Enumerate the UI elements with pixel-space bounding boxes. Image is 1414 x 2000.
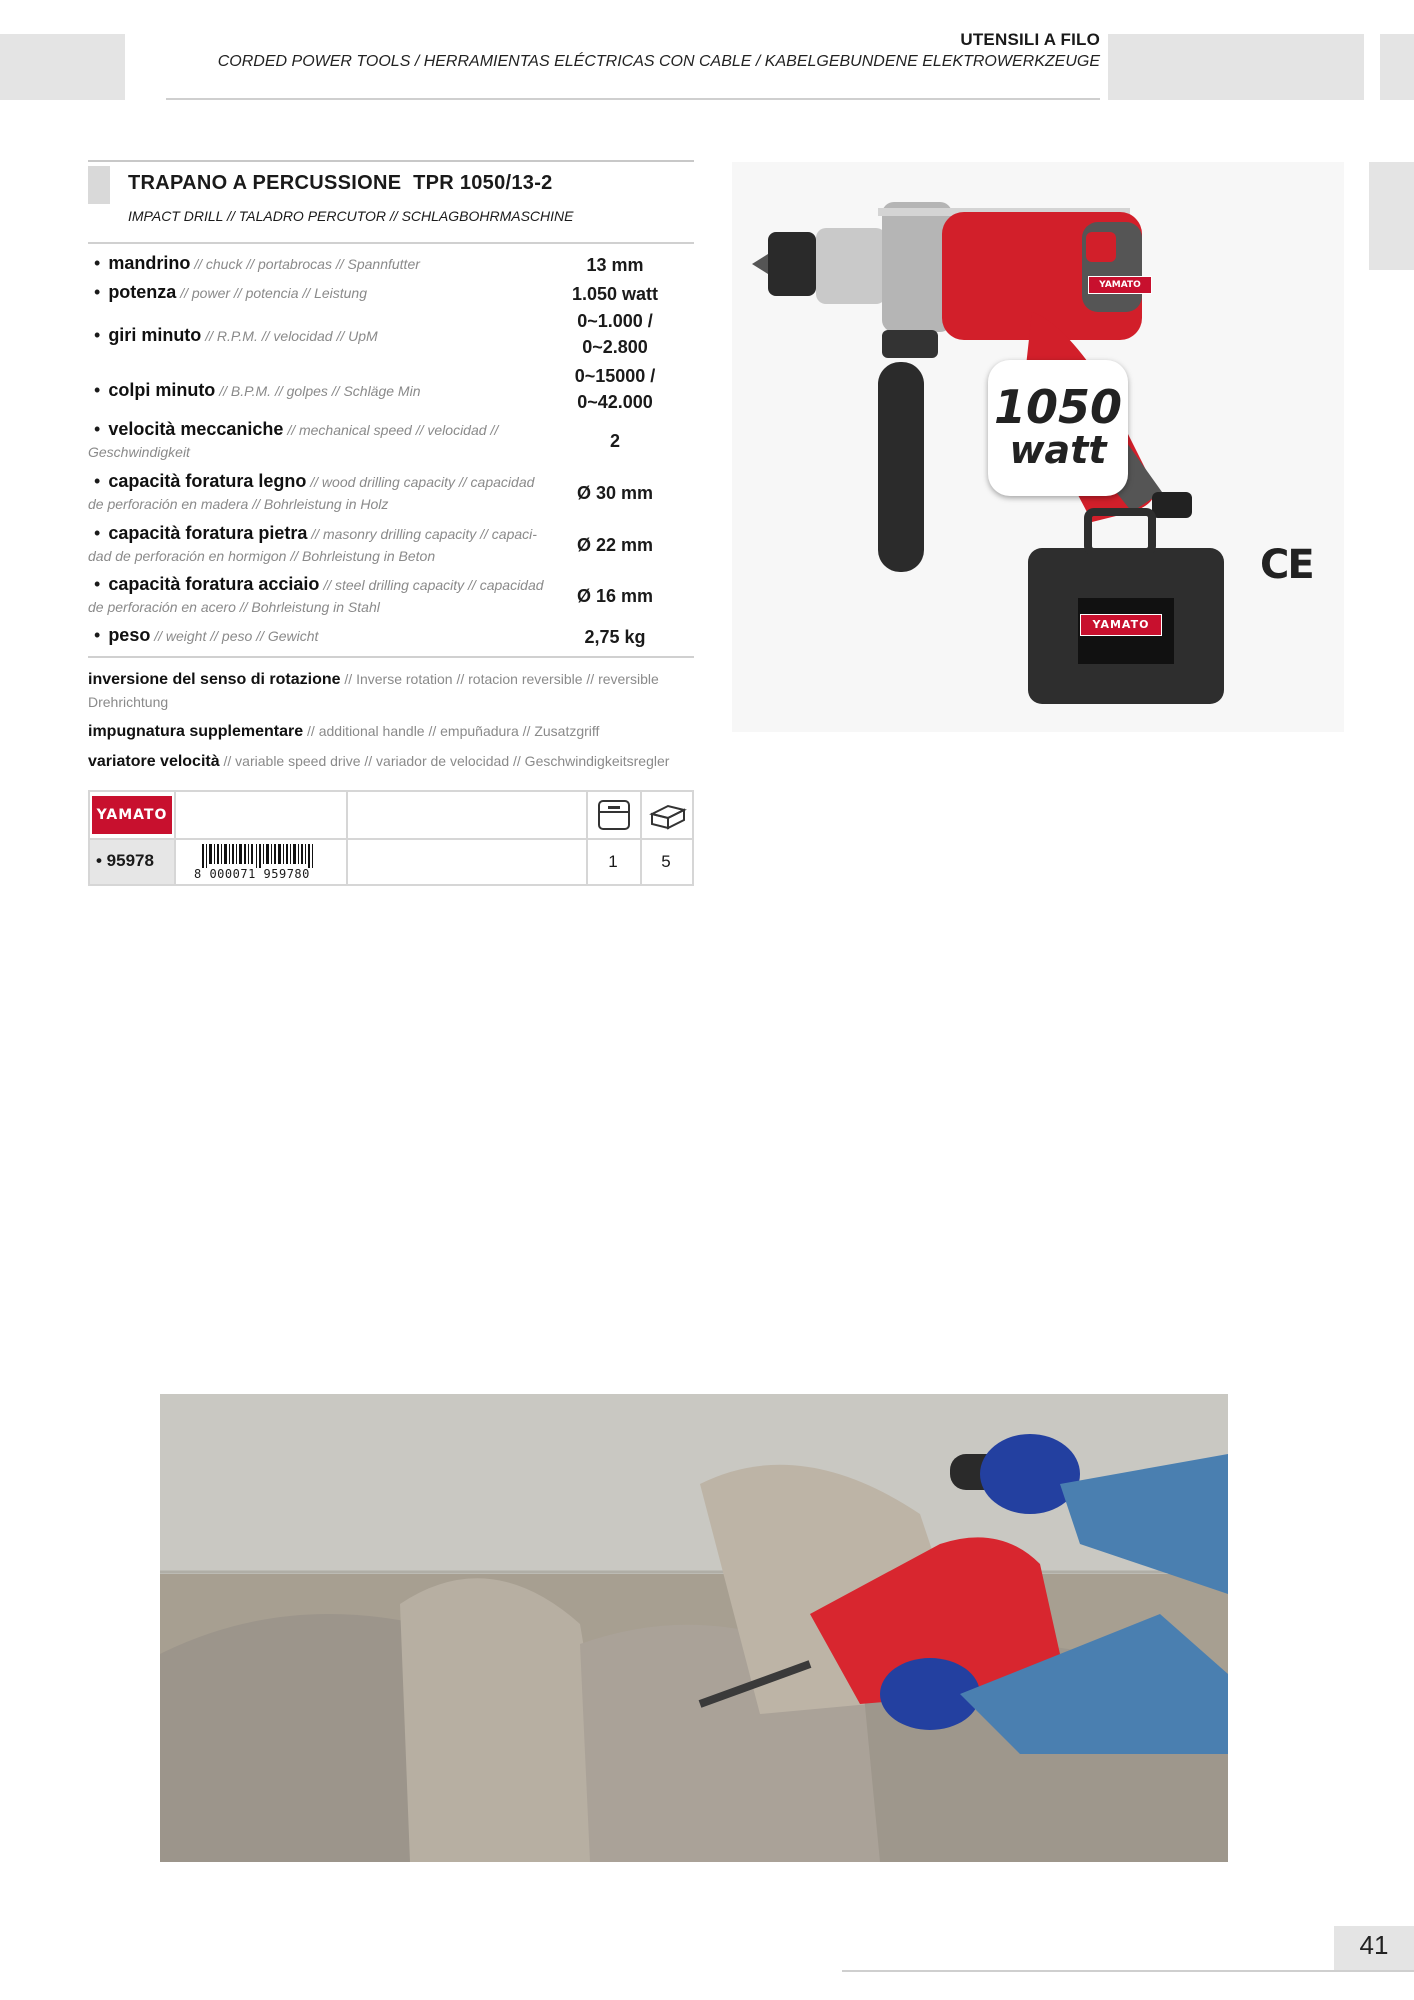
spec-value-line1: 0~1.000 /: [577, 311, 653, 331]
qty-carton: 5: [661, 852, 671, 871]
spec-translation: // weight // peso // Gewicht: [154, 628, 319, 644]
header-tab-edge: [1380, 34, 1414, 100]
feature-reverse-rotation: inversione del senso di rotazione // Inverse rotation // rotacion reversible // reversible Drehrichtung: [88, 671, 659, 710]
product-title: TRAPANO A PERCUSSIONE TPR 1050/13-2: [128, 172, 553, 194]
spec-translation-cont: Geschwindigkeit: [88, 444, 190, 460]
power-badge: [988, 360, 1128, 496]
spec-value: 2,75 kg: [584, 627, 646, 647]
page-number: 41: [1359, 1930, 1389, 1960]
header-rule: [166, 98, 1100, 100]
spec-label: capacità foratura acciaio: [108, 574, 320, 594]
spec-label: colpi minuto: [108, 380, 216, 400]
usage-photo-illustration: [160, 1394, 1228, 1862]
spec-label: peso: [108, 625, 151, 645]
power-badge-number: 1050: [993, 380, 1123, 434]
spec-translation: // mechanical speed // velocidad //: [287, 422, 499, 438]
product-code: • 95978: [96, 851, 154, 870]
carton-icon: [648, 800, 688, 830]
header-tab-right: [1108, 34, 1364, 100]
spec-translation: // power // potencia // Leistung: [180, 285, 367, 301]
spec-translation-cont: dad de perforación en hormigon // Bohrleistung in Beton: [88, 548, 436, 564]
block-top-rule: [88, 160, 694, 162]
spec-value: Ø 22 mm: [576, 535, 654, 555]
product-image: [732, 162, 1344, 732]
ce-mark: CE: [1260, 542, 1313, 588]
drill-brand-logo: YAMATO: [1088, 276, 1152, 294]
product-subtitle: IMPACT DRILL // TALADRO PERCUTOR // SCHLAGBOHRMASCHINE: [128, 208, 574, 224]
spec-translation: // chuck // portabrocas // Spannfutter: [194, 256, 420, 272]
feature-additional-handle: impugnatura supplementare // additional handle // empuñadura // Zusatzgriff: [88, 723, 600, 740]
spec-label: giri minuto: [108, 325, 202, 345]
footer-rule: [842, 1970, 1414, 1972]
usage-photo: [160, 1394, 1228, 1862]
spec-translation: // B.P.M. // golpes // Schläge Min: [219, 383, 421, 399]
section-subtitle: CORDED POWER TOOLS / HERRAMIENTAS ELÉCTRICAS CON CABLE / KABELGEBUNDENE ELEKTROWERKZEUGE: [217, 53, 1100, 70]
spec-translation: // masonry drilling capacity // capaci-: [311, 526, 537, 542]
spec-value-line1: 0~15000 /: [574, 366, 656, 386]
barcode-icon: [202, 844, 318, 868]
section-title: UTENSILI A FILO: [960, 30, 1100, 49]
spec-translation: // steel drilling capacity // capacidad: [323, 577, 544, 593]
spec-label: velocità meccaniche: [108, 419, 284, 439]
spec-translation: // R.P.M. // velocidad // UpM: [205, 328, 378, 344]
spec-value: 1.050 watt: [571, 284, 659, 304]
specs-top-rule: [88, 242, 694, 244]
feature-variable-speed: variatore velocità // variable speed drive // variador de velocidad // Geschwindigkeitsregler: [88, 753, 670, 770]
spec-value-line2: 0~42.000: [577, 392, 653, 412]
spec-value: 2: [609, 431, 620, 451]
spec-translation: // wood drilling capacity // capacidad: [310, 474, 535, 490]
spec-translation-cont: de perforación en acero // Bohrleistung in Stahl: [88, 599, 380, 615]
spec-label: capacità foratura pietra: [108, 523, 308, 543]
barcode-number: 8 000071 959780: [194, 867, 310, 881]
header-tab-left: [0, 34, 125, 100]
spec-label: potenza: [108, 282, 177, 302]
inner-box-icon: [596, 798, 632, 832]
spec-translation-cont: de perforación en madera // Bohrleistung in Holz: [88, 496, 389, 512]
table-col-divider: [174, 792, 176, 884]
chapter-side-tab: [1369, 162, 1414, 270]
spec-label: capacità foratura legno: [108, 471, 307, 491]
spec-value: Ø 16 mm: [576, 586, 654, 606]
title-marker: [88, 166, 110, 204]
table-row-divider: [90, 838, 692, 840]
spec-value-line2: 0~2.800: [582, 337, 648, 357]
qty-inner-box: 1: [608, 852, 618, 871]
power-badge-unit: watt: [1009, 428, 1107, 472]
spec-label: mandrino: [108, 253, 191, 273]
product-code-table: [88, 790, 694, 886]
yamato-logo: YAMATO: [92, 796, 172, 834]
spec-value: 13 mm: [586, 255, 644, 275]
spec-value: Ø 30 mm: [576, 483, 654, 503]
case-brand-logo: YAMATO: [1080, 614, 1162, 636]
specs-bottom-rule: [88, 656, 694, 658]
table-col-divider: [346, 792, 348, 884]
